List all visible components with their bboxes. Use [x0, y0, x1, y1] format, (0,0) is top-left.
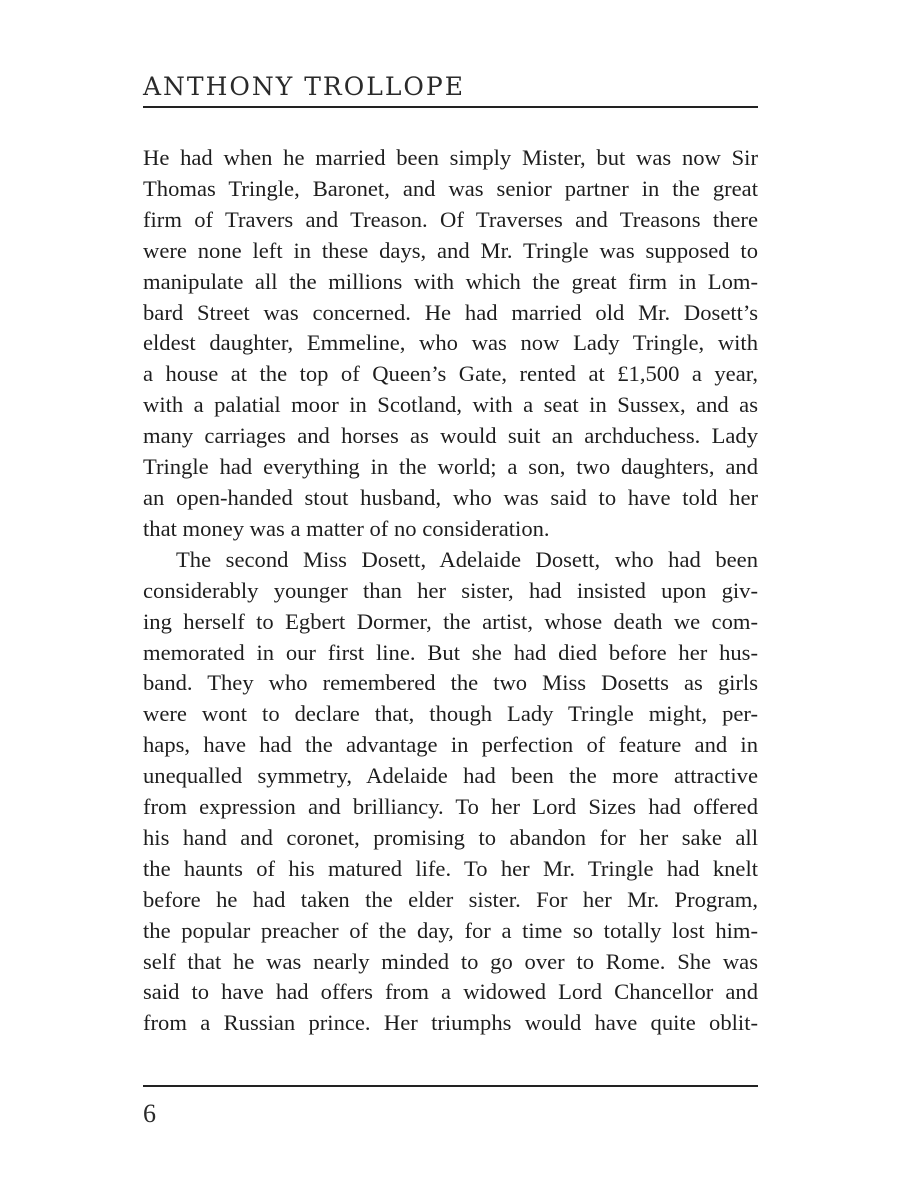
text-line: He had when he married been simply Mister, but was now Sir [143, 145, 758, 170]
text-line: from a Russian prince. Her triumphs would have quite oblit- [143, 1010, 758, 1036]
text-line: Tringle had everything in the world; a son, two daughters, and [143, 454, 758, 480]
text-line: unequalled symmetry, Adelaide had been the more attractive [143, 763, 758, 789]
text-line: were wont to declare that, though Lady Tringle might, per- [143, 701, 758, 727]
text-line: band. They who remembered the two Miss Dosetts as girls [143, 670, 758, 696]
text-line: haps, have had the advantage in perfection of feature and in [143, 732, 758, 758]
text-line: a house at the top of Queen’s Gate, rented at £1,500 a year, [143, 361, 758, 387]
text-line: that money was a matter of no consideration. [143, 515, 550, 541]
text-line: many carriages and horses as would suit an archduchess. Lady [143, 423, 758, 449]
text-line: the popular preacher of the day, for a time so totally lost him- [143, 917, 758, 943]
text-line: from expression and brilliancy. To her Lord Sizes had offered [143, 794, 758, 820]
text-line: ing herself to Egbert Dormer, the artist, whose death we com- [143, 608, 758, 634]
text-line: manipulate all the millions with which the great firm in Lom- [143, 268, 758, 294]
text-line: The second Miss Dosett, Adelaide Dosett, who had been [176, 546, 758, 572]
text-line: bard Street was concerned. He had married old Mr. Dosett’s [143, 299, 758, 325]
header-rule [143, 106, 758, 108]
text-line: said to have had offers from a widowed Lord Chancellor and [143, 979, 758, 1005]
running-head: ANTHONY TROLLOPE [143, 72, 465, 101]
text-line: an open-handed stout husband, who was said to have told her [143, 484, 758, 510]
text-line: memorated in our first line. But she had died before her hus- [143, 639, 758, 665]
text-line: firm of Travers and Treason. Of Traverses and Treasons there [143, 206, 758, 232]
text-line: with a palatial moor in Scotland, with a seat in Sussex, and as [143, 392, 758, 418]
paragraph-2 [143, 545, 758, 1040]
text-line: self that he was nearly minded to go over to Rome. She was [143, 948, 758, 974]
paragraph-1 [143, 143, 758, 545]
text-line: his hand and coronet, promising to abandon for her sake all [143, 824, 758, 850]
text-line: before he had taken the elder sister. For her Mr. Program, [143, 886, 758, 912]
text-line: were none left in these days, and Mr. Tringle was supposed to [143, 237, 758, 263]
footer-rule [143, 1085, 758, 1087]
text-line: eldest daughter, Emmeline, who was now Lady Tringle, with [143, 330, 758, 356]
page-number: 6 [143, 1099, 156, 1128]
text-line: Thomas Tringle, Baronet, and was senior partner in the great [143, 175, 758, 201]
text-line: the haunts of his matured life. To her Mr. Tringle had knelt [143, 855, 758, 881]
text-line: considerably younger than her sister, had insisted upon giv- [143, 577, 758, 603]
body-text [143, 143, 758, 1039]
